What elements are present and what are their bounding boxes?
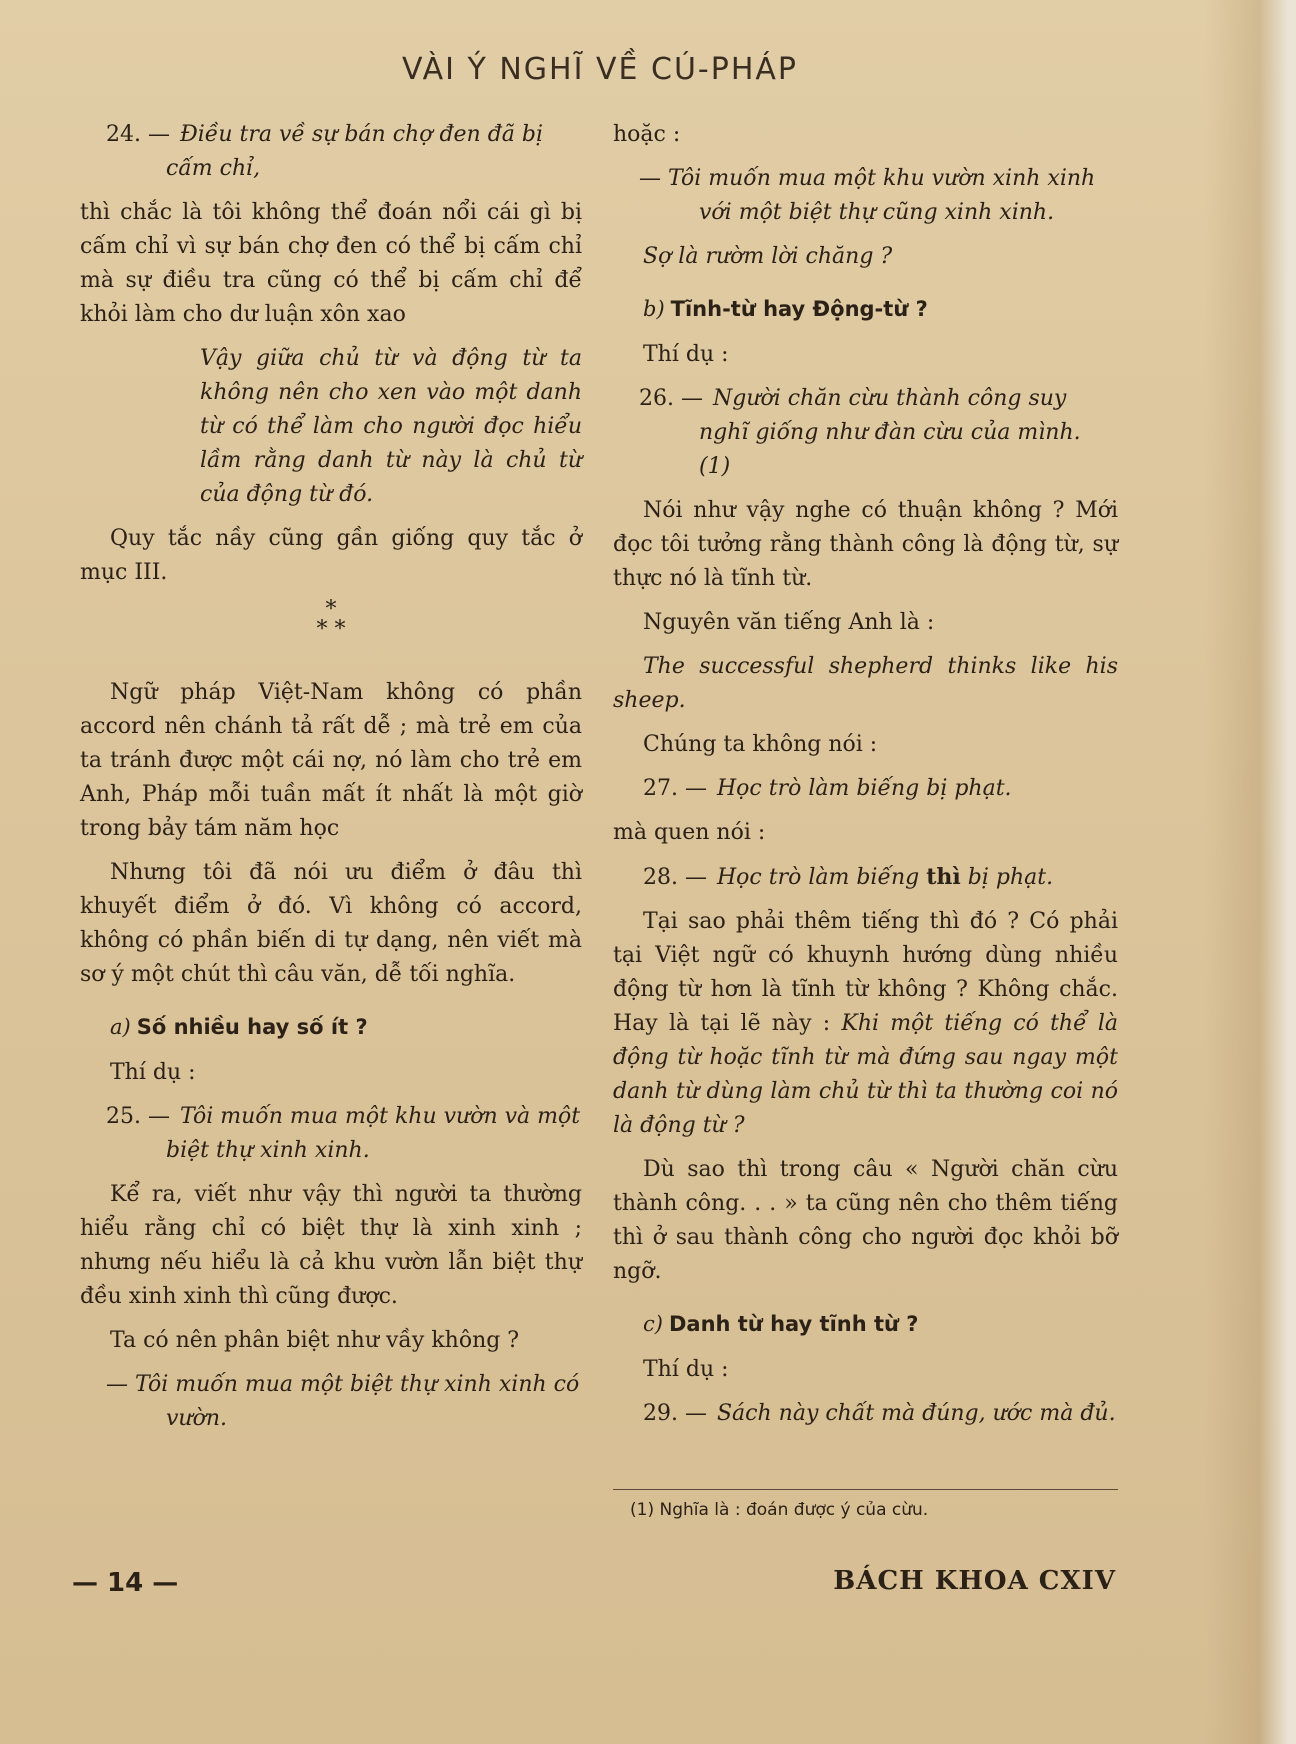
example-25-alt2: — Tôi muốn mua một khu vườn xinh xinh với một biệt thự cũng xinh xinh. xyxy=(639,166,1096,225)
example-27 xyxy=(613,772,1118,806)
paragraph: Ngữ pháp Việt-Nam không có phần accord nên chánh tả rất dễ ; mà trẻ em của ta tránh được một cái nợ, nó làm cho trẻ em Anh, Pháp mỗi tuần mất ít nhất là một giờ trong bảy tám năm học xyxy=(80,680,582,841)
magazine-issue: BÁCH KHOA CXIV xyxy=(833,1566,1116,1596)
page-edge-shadow xyxy=(1204,0,1296,1744)
page-number: — 14 — xyxy=(72,1568,179,1598)
section-title: Số nhiều hay số ít ? xyxy=(136,1015,368,1039)
paragraph: mà quen nói : xyxy=(613,820,766,845)
paragraph: Chúng ta không nói : xyxy=(643,732,878,757)
example-text: Điều tra về sự bán chợ đen đã bị cấm chỉ, xyxy=(166,122,544,181)
example-25-alt: — Tôi muốn mua một biệt thự xinh xinh có vườn. xyxy=(106,1372,580,1431)
footnote-divider xyxy=(613,1489,1118,1490)
paragraph: hoặc : xyxy=(613,122,681,147)
example-29 xyxy=(613,1397,1118,1431)
section-letter: b) xyxy=(643,297,665,321)
left-column xyxy=(80,118,582,1446)
paragraph: Nhưng tôi đã nói ưu điểm ở đâu thì khuyết điểm ở đó. Vì không có accord, không có phần biến di tự dạng, nên viết mà sơ ý một chút thì câu văn, dễ tối nghĩa. xyxy=(80,860,582,987)
example-number: 25. — xyxy=(106,1104,170,1129)
rule-quote: Vậy giữa chủ từ và động từ ta không nên cho xen vào một danh từ có thể làm cho người đọc hiểu lầm rằng danh từ này là chủ từ của động từ đó. xyxy=(200,346,582,507)
example-24 xyxy=(80,118,582,186)
example-number: 26. — xyxy=(639,386,703,411)
example-label: Thí dụ : xyxy=(643,1357,729,1382)
example-text: Người chăn cừu thành công suy nghĩ giống như đàn cừu của mình. (1) xyxy=(699,386,1081,479)
example-26 xyxy=(613,382,1118,484)
example-28 xyxy=(613,860,1118,895)
paragraph-italic: Khi một tiếng có thể là động từ hoặc tĩnh từ mà đứng sau ngay một danh từ dùng làm chủ từ thì ta thường coi nó là động từ ? xyxy=(613,1011,1119,1138)
divider-stars-bottom: * * xyxy=(316,617,346,642)
section-heading-a xyxy=(110,1010,582,1044)
example-text: Học trò làm biếng xyxy=(716,865,920,890)
example-number: 29. — xyxy=(643,1401,707,1426)
paragraph-text: Tại sao phải thêm tiếng thì đó ? Có phải tại Việt ngữ có khuynh hướng dùng nhiều động từ hơn là tĩnh từ không ? Không chắc. Hay là tại lẽ này : xyxy=(613,909,1118,1036)
running-title: VÀI Ý NGHĨ VỀ CÚ-PHÁP xyxy=(401,52,798,87)
paragraph: Sợ là rườm lời chăng ? xyxy=(643,244,893,269)
paragraph xyxy=(613,905,1118,1143)
section-letter: a) xyxy=(110,1015,131,1039)
paragraph: Ta có nên phân biệt như vầy không ? xyxy=(110,1328,520,1353)
paragraph: thì chắc là tôi không thể đoán nổi cái gì bị cấm chỉ vì sự bán chợ đen có thể bị cấm chỉ mà sự điều tra cũng có thể bị cấm chỉ để khỏi làm cho dư luận xôn xao xyxy=(80,200,582,327)
example-text: Học trò làm biếng bị phạt. xyxy=(716,776,1012,801)
example-number: 28. — xyxy=(643,865,707,890)
example-text: Tôi muốn mua một khu vườn và một biệt thự xinh xinh. xyxy=(166,1104,581,1163)
example-text: Sách này chất mà đúng, ước mà đủ. xyxy=(716,1401,1116,1426)
section-title: Tĩnh-từ hay Động-từ ? xyxy=(670,297,928,321)
right-column xyxy=(613,118,1118,1441)
example-number: 24. — xyxy=(106,122,170,147)
example-number: 27. — xyxy=(643,776,707,801)
emphasis-thi: thì xyxy=(926,864,961,890)
section-divider xyxy=(80,597,582,642)
paragraph: Dù sao thì trong câu « Người chăn cừu thành công. . . » ta cũng nên cho thêm tiếng thì ở sau thành công cho người đọc khỏi bỡ ngỡ. xyxy=(613,1157,1118,1284)
footnote: (1) Nghĩa là : đoán được ý của cừu. xyxy=(630,1500,929,1520)
divider-star-top: * xyxy=(325,597,337,622)
section-heading-c xyxy=(643,1307,1118,1341)
section-title: Danh từ hay tĩnh từ ? xyxy=(668,1312,919,1336)
example-text: bị phạt. xyxy=(967,865,1054,890)
paragraph: Nói như vậy nghe có thuận không ? Mới đọc tôi tưởng rằng thành công là động từ, sự thực nó là tĩnh từ. xyxy=(613,498,1118,591)
english-quote: The successful shepherd thinks like his sheep. xyxy=(613,654,1118,713)
paragraph: Nguyên văn tiếng Anh là : xyxy=(643,610,935,635)
section-letter: c) xyxy=(643,1312,663,1336)
example-label: Thí dụ : xyxy=(110,1060,196,1085)
example-25 xyxy=(80,1100,582,1168)
paragraph: Quy tắc nầy cũng gần giống quy tắc ở mục III. xyxy=(80,526,582,585)
section-heading-b xyxy=(643,292,1118,326)
example-label: Thí dụ : xyxy=(643,342,729,367)
paragraph: Kể ra, viết như vậy thì người ta thường hiểu rằng chỉ có biệt thự là xinh xinh ; nhưng nếu hiểu là cả khu vườn lẫn biệt thự đều xinh xinh thì cũng được. xyxy=(80,1182,582,1309)
